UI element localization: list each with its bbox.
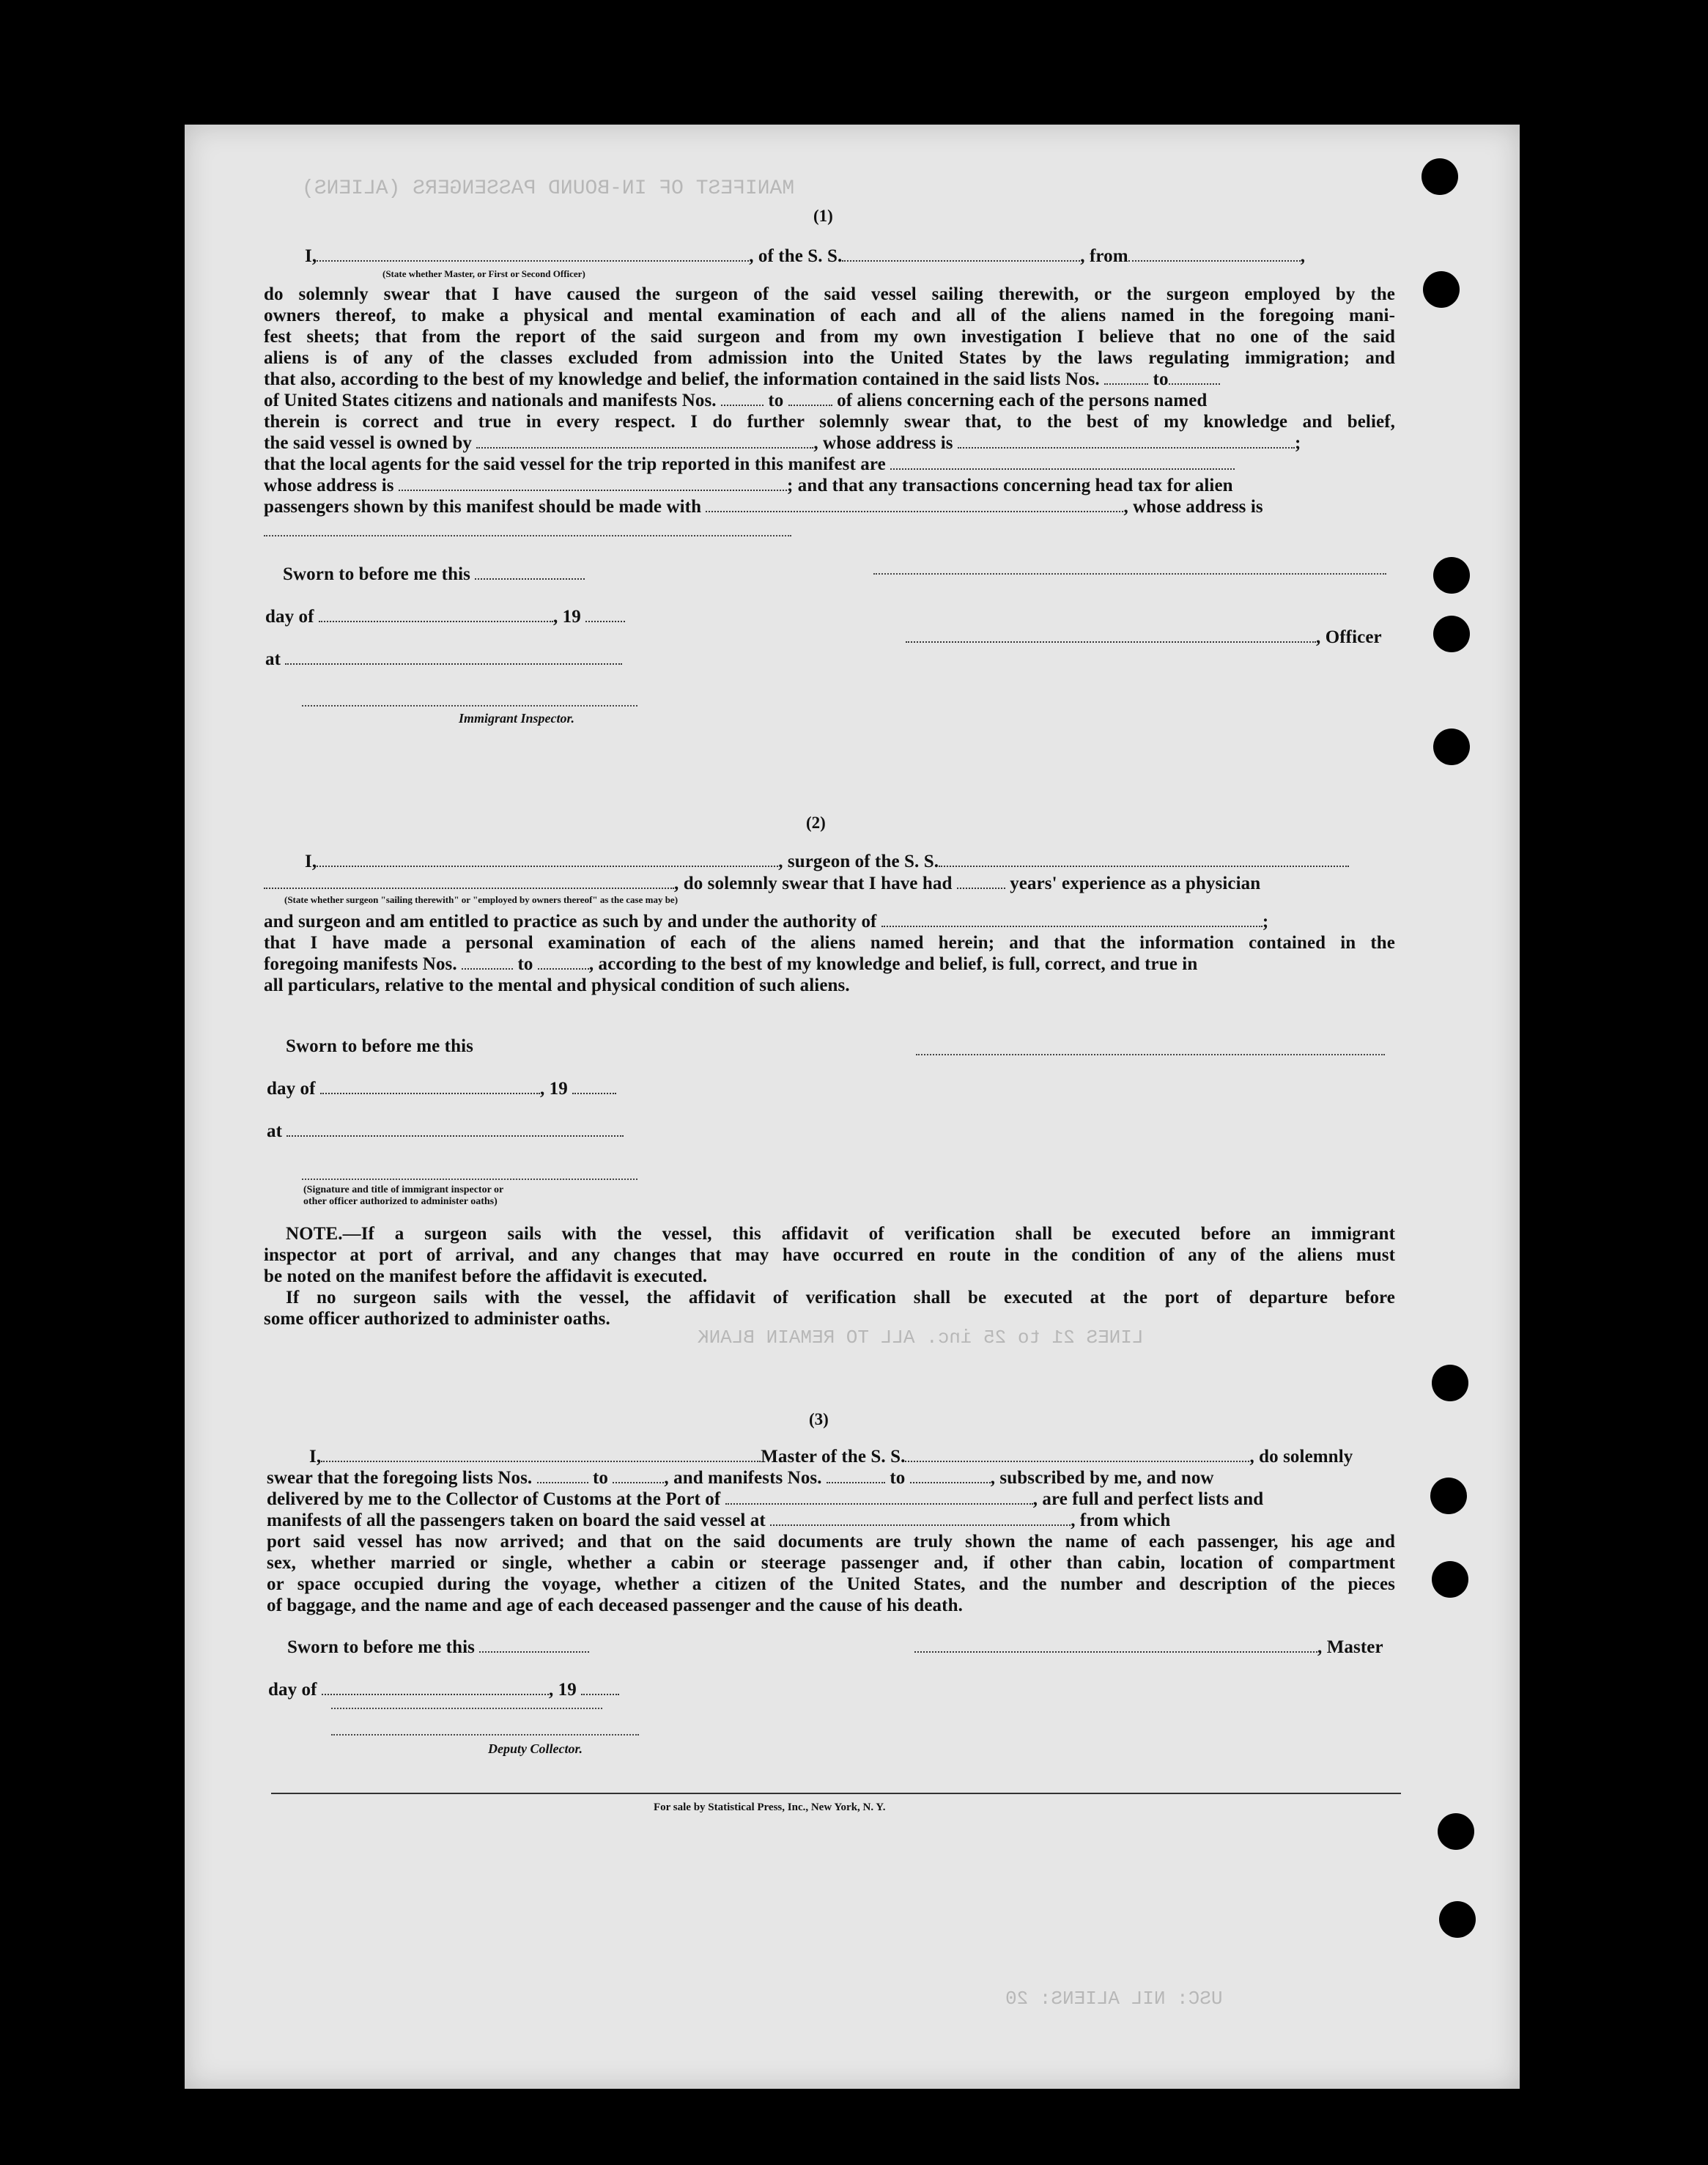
sec3-line-2: swear that the foregoing lists Nos. to , and manifests Nos. to , subscribed by me, and now xyxy=(267,1468,1214,1488)
sec2-note-5: some officer authorized to administer oaths. xyxy=(264,1309,610,1329)
sec2-right-line xyxy=(916,1054,1385,1055)
manifest-page xyxy=(185,125,1520,2089)
sec2-line-5: foregoing manifests Nos. to , according to the best of my knowledge and belief, is full, correct, and true in xyxy=(264,954,1198,974)
sec2-line-6: all particulars, relative to the mental and physical condition of such aliens. xyxy=(264,975,850,995)
sec2-line-3: and surgeon and am entitled to practice as such by and under the authority of ; xyxy=(264,912,1269,932)
section-3-number: (3) xyxy=(809,1410,829,1428)
sec1-inspector-label: Immigrant Inspector. xyxy=(459,711,575,726)
sec2-day: day of , 19 xyxy=(267,1079,616,1099)
bleed-through: LINES 21 to 25 inc. ALL TO REMAIN BLANK xyxy=(698,1327,1144,1349)
sec3-day: day of , 19 xyxy=(268,1680,619,1700)
sec1-inspector-line xyxy=(302,705,637,707)
bleed-through: USC: NIL ALIENS: 20 xyxy=(1005,1988,1223,2010)
sec2-note-3: be noted on the manifest before the affidavit is executed. xyxy=(264,1266,708,1286)
sec3-master: , Master xyxy=(914,1637,1383,1658)
sec1-line-2: do solemnly swear that I have caused the surgeon of the said vessel sailing therewith, or the surgeon employed by the xyxy=(264,284,1395,304)
footer-printer: For sale by Statistical Press, Inc., New York, N. Y. xyxy=(654,1801,886,1813)
sec1-right-line xyxy=(873,573,1386,575)
sec2-note-1: NOTE.—If a surgeon sails with the vessel, this affidavit of verification shall be executed before an immigrant xyxy=(286,1224,1395,1244)
sec3-collector-line xyxy=(331,1734,639,1736)
footer-rule xyxy=(271,1793,1401,1794)
punch-hole xyxy=(1433,729,1470,765)
sec3-line-3: delivered by me to the Collector of Customs at the Port of , are full and perfect lists and xyxy=(267,1489,1264,1509)
sec1-day: day of , 19 xyxy=(265,607,625,627)
sec2-line-2: , do solemnly swear that I have had years' experience as a physician xyxy=(264,874,1260,894)
sec1-line-8: therein is correct and true in every respect. I do further solemnly swear that, to the best of my knowledge and belief, xyxy=(264,412,1395,432)
sec1-officer-hint: (State whether Master, or First or Second Officer) xyxy=(382,268,585,279)
sec2-line-4: that I have made a personal examination of each of the aliens named herein; and that the information contained in the xyxy=(264,933,1395,953)
sec1-line-7: of United States citizens and nationals and manifests Nos. to of aliens concerning each of the persons named xyxy=(264,391,1208,410)
sec1-address-line xyxy=(264,535,791,536)
sec2-line-1: I, , surgeon of the S. S. xyxy=(305,852,1349,872)
section-2-number: (2) xyxy=(806,814,826,832)
sec3-line-8: of baggage, and the name and age of each deceased passenger and the cause of his death. xyxy=(267,1596,963,1615)
sec3-collector-label: Deputy Collector. xyxy=(488,1741,583,1756)
sec3-line-7: or space occupied during the voyage, whether a citizen of the United States, and the number and description of the pieces xyxy=(267,1574,1395,1594)
sec2-surgeon-hint: (State whether surgeon "sailing therewith" or "employed by owners thereof" as the case may be) xyxy=(284,894,679,905)
sec1-line-5: aliens is of any of the classes excluded from admission into the United States by the laws regulating immigration; and xyxy=(264,348,1395,368)
sec2-sig-caption: (Signature and title of immigrant inspector or other officer authorized to administer oaths) xyxy=(303,1184,504,1207)
punch-hole xyxy=(1439,1901,1476,1938)
punch-hole xyxy=(1432,1561,1468,1598)
punch-hole xyxy=(1430,1478,1467,1514)
sec1-officer: , Officer xyxy=(906,627,1382,648)
punch-hole xyxy=(1422,158,1458,195)
sec1-line-10: that the local agents for the said vessel for the trip reported in this manifest are xyxy=(264,454,1235,475)
sec1-line-3: owners thereof, to make a physical and mental examination of each and all of the aliens named in the foregoing mani- xyxy=(264,306,1395,325)
sec2-sig-line xyxy=(302,1179,637,1180)
sec3-line-6: sex, whether married or single, whether a cabin or steerage passenger and, if other than cabin, location of compartment xyxy=(267,1553,1395,1573)
punch-hole xyxy=(1432,1365,1468,1401)
sec1-line-6: that also, according to the best of my knowledge and belief, the information contained in the said lists Nos. to xyxy=(264,369,1220,390)
sec3-line-4: manifests of all the passengers taken on board the said vessel at , from which xyxy=(267,1511,1171,1530)
sec1-line-11: whose address is ; and that any transactions concerning head tax for alien xyxy=(264,476,1233,495)
sec3-line-5: port said vessel has now arrived; and that on the said documents are truly shown the name of each passenger, his age and xyxy=(267,1532,1395,1552)
sec1-at: at xyxy=(265,649,622,670)
punch-hole xyxy=(1423,271,1460,308)
sec1-sworn: Sworn to before me this xyxy=(283,564,585,585)
sec2-at: at xyxy=(267,1121,624,1142)
sec1-line-4: fest sheets; that from the report of the said surgeon and from my own investigation I believe that no one of the said xyxy=(264,327,1395,347)
bleed-through: MANIFEST OF IN-BOUND PASSENGERS (ALIENS) xyxy=(302,177,795,200)
sec3-collector-dots xyxy=(331,1708,602,1709)
section-1-number: (1) xyxy=(813,207,833,225)
punch-hole xyxy=(1433,616,1470,652)
sec2-note-4: If no surgeon sails with the vessel, the affidavit of verification shall be executed at the port of departure before xyxy=(286,1288,1395,1308)
sec1-line-12: passengers shown by this manifest should be made with , whose address is xyxy=(264,497,1263,517)
sec3-sworn: Sworn to before me this xyxy=(287,1637,589,1658)
sec1-line-9: the said vessel is owned by , whose address is ; xyxy=(264,433,1301,453)
sec1-line-1: I, , of the S. S. , from , xyxy=(305,246,1306,266)
sec3-line-1: I, Master of the S. S. , do solemnly xyxy=(309,1447,1353,1467)
punch-hole xyxy=(1438,1813,1474,1850)
sec2-sworn: Sworn to before me this xyxy=(286,1036,473,1056)
sec2-note-2: inspector at port of arrival, and any changes that may have occurred en route in the condition of any of the aliens must xyxy=(264,1245,1395,1265)
punch-hole xyxy=(1433,557,1470,594)
